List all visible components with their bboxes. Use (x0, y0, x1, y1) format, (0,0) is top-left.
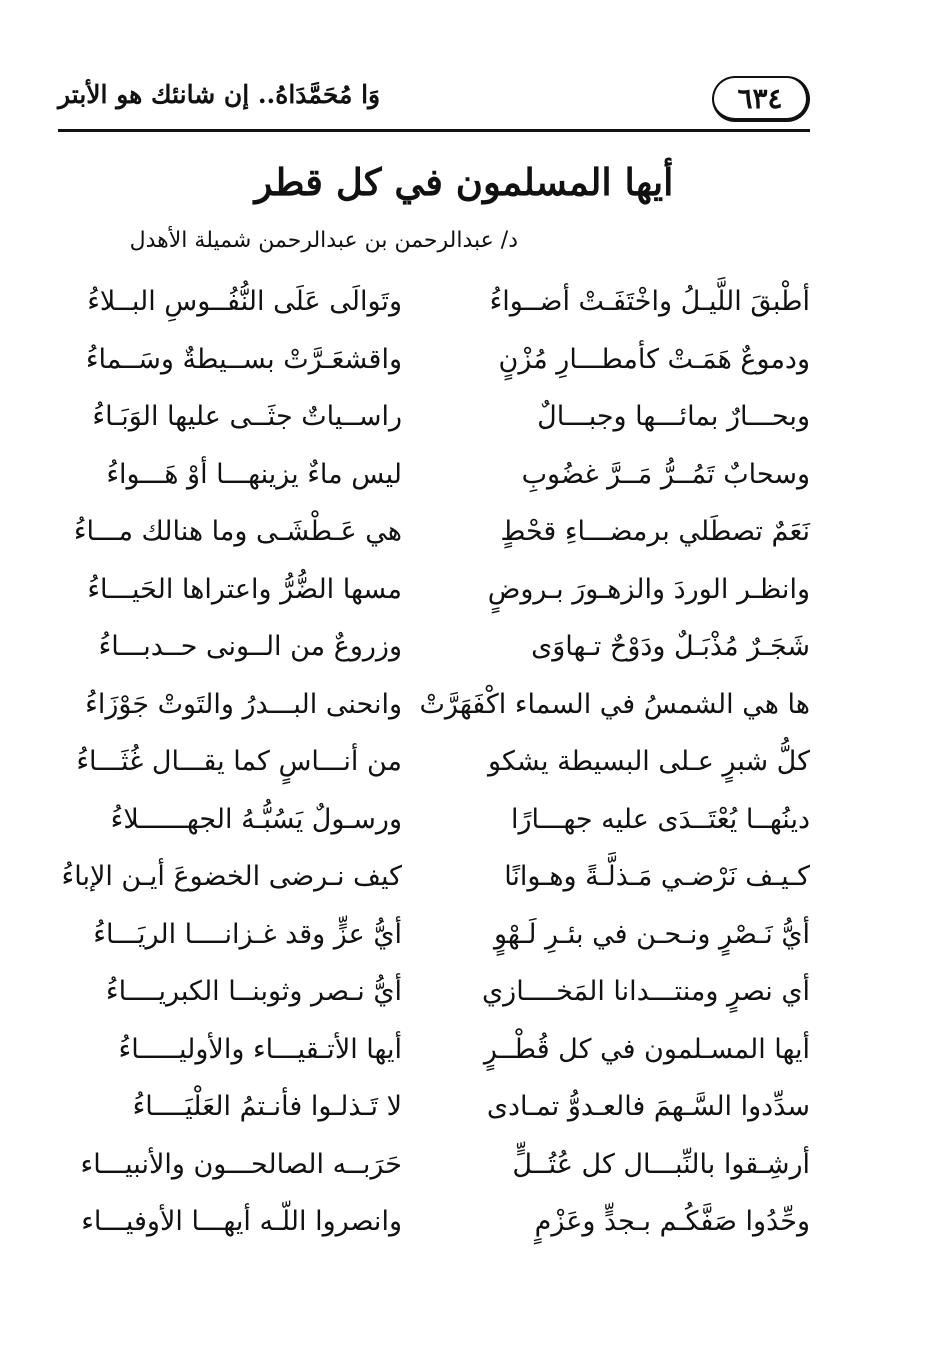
verse-first-hemistich: وبحـــارٌ بمائـــها وجبـــالٌ (537, 401, 810, 432)
verse (60, 276, 820, 334)
verse-first-hemistich: أيُّ نَـصْرٍ ونـحـن في بئـرِ لَـهْوٍ (493, 918, 810, 950)
verse (60, 564, 820, 622)
page-number: ٦٣٤ (712, 76, 810, 122)
verse-second-hemistich: أيُّ نـصر وثوبنــا الكبريــــاءُ (105, 976, 402, 1007)
verse (60, 851, 820, 909)
verse-second-hemistich: واقشعَـرَّتْ بســيطةٌ وسَــماءُ (85, 343, 402, 375)
verse (60, 334, 820, 392)
verse-second-hemistich: كيف نـرضى الخضوعَ أيـن الإباءُ (61, 861, 402, 892)
verse-second-hemistich: أيها الأتـقيـــاء والأوليـــــاءُ (118, 1033, 402, 1065)
poem-title: أيها المسلمون في كل قطر (254, 160, 674, 204)
verse-second-hemistich: راســياتٌ جثَــى عليها الوَبَـاءُ (92, 401, 402, 432)
verse-second-hemistich: وانصروا اللّـه أيهـــا الأوفيـــاء (81, 1206, 402, 1237)
verse-first-hemistich: ودموعٌ هَمَـتْ كأمطـــارِ مُزْنٍ (498, 343, 810, 375)
verse-second-hemistich: حَرَبــه الصالحـــون والأنبيـــاء (80, 1148, 402, 1180)
verse (60, 449, 820, 507)
verse-second-hemistich: ليس ماءٌ يزينهـــا أوْ هَـــواءُ (106, 458, 402, 490)
page-header (58, 70, 810, 132)
header-divider (58, 129, 810, 132)
verse (60, 506, 820, 564)
verse-second-hemistich: وزروعٌ من الــونى حــدبـــاءُ (98, 631, 402, 662)
verse-first-hemistich: أي نصرٍ ومنتـــدانا المَخــــازي (482, 976, 810, 1007)
verse-first-hemistich: وسحابٌ تَمُــرُّ مَــرَّ غضُوبِ (521, 458, 810, 490)
verse (60, 1024, 820, 1082)
verse-first-hemistich: شَجَـرٌ مُذْبَـلٌ ودَوْحٌ تـهاوَى (531, 631, 810, 662)
verse-second-hemistich: مسها الضُّرُّ واعتراها الحَيـــاءُ (87, 573, 402, 605)
verse (60, 909, 820, 967)
verse-first-hemistich: وانظـر الوردَ والزهـورَ بـروضٍ (487, 573, 810, 605)
verse-second-hemistich: ورسـولٌ يَسُبُّـهُ الجهــــــلاءُ (110, 803, 402, 835)
verse (60, 391, 820, 449)
verse (60, 736, 820, 794)
verse-first-hemistich: سدِّدوا السَّـهمَ فالعـدوُّ تمـادى (486, 1091, 810, 1122)
verse-first-hemistich: أيها المسـلمون في كل قُطْــرٍ (483, 1033, 810, 1065)
verse (60, 1081, 820, 1139)
verse (60, 794, 820, 852)
verse-second-hemistich: أيُّ عزٍّ وقد غـزانــــا الريَـــاءُ (93, 918, 402, 950)
verse-second-hemistich: وتَوالَى عَلَى النُّفُــوسِ البــلاءُ (87, 286, 402, 317)
verse-second-hemistich: وانحنى البـــدرُ والتَوتْ جَوْزَاءُ (85, 688, 402, 720)
verse (60, 1139, 820, 1197)
verse-second-hemistich: من أنـــاسٍ كما يقـــال غُثَـــاءُ (76, 746, 402, 777)
running-title: وَا مُحَمَّدَاهُ.. إن شانئك هو الأبتر (58, 80, 381, 109)
poem-author: د/ عبدالرحمن بن عبدالرحمن شميلة الأهدل (129, 228, 518, 253)
verse (60, 1196, 820, 1254)
verse (60, 621, 820, 679)
verse-first-hemistich: أطْبقَ اللَّيـلُ واخْتَفَـتْ أضــواءُ (489, 286, 810, 317)
verse-second-hemistich: لا تَـذلـوا فأنـتمُ العَلْيَــــاءُ (132, 1091, 402, 1122)
verse-first-hemistich: وحِّدُوا صَفَّكُـم بـجدٍّ وعَزْمٍ (534, 1206, 810, 1237)
verse-second-hemistich: هي عَـطْشَـى وما هنالك مـــاءُ (73, 516, 402, 547)
verse-first-hemistich: كلُّ شبرٍ عـلى البسيطة يشكو (488, 746, 810, 777)
verse (60, 679, 820, 737)
verse-first-hemistich: دينُهــا يُعْتَــدَى عليه جهـــارًا (510, 803, 810, 835)
poem-verses (60, 276, 820, 1254)
verse-first-hemistich: نَعَمٌ تصطَلي برمضـــاءِ قحْطٍ (500, 516, 810, 547)
verse (60, 966, 820, 1024)
verse-first-hemistich: كـيـف نَرْضـي مَـذلَّـةً وهـوانًا (504, 861, 810, 892)
verse-first-hemistich: ها هي الشمسُ في السماء اكْفَهَرَّتْ (419, 688, 810, 720)
verse-first-hemistich: أرشِـقوا بالنِّبـــال كل عُتُــلٍّ (512, 1148, 810, 1180)
